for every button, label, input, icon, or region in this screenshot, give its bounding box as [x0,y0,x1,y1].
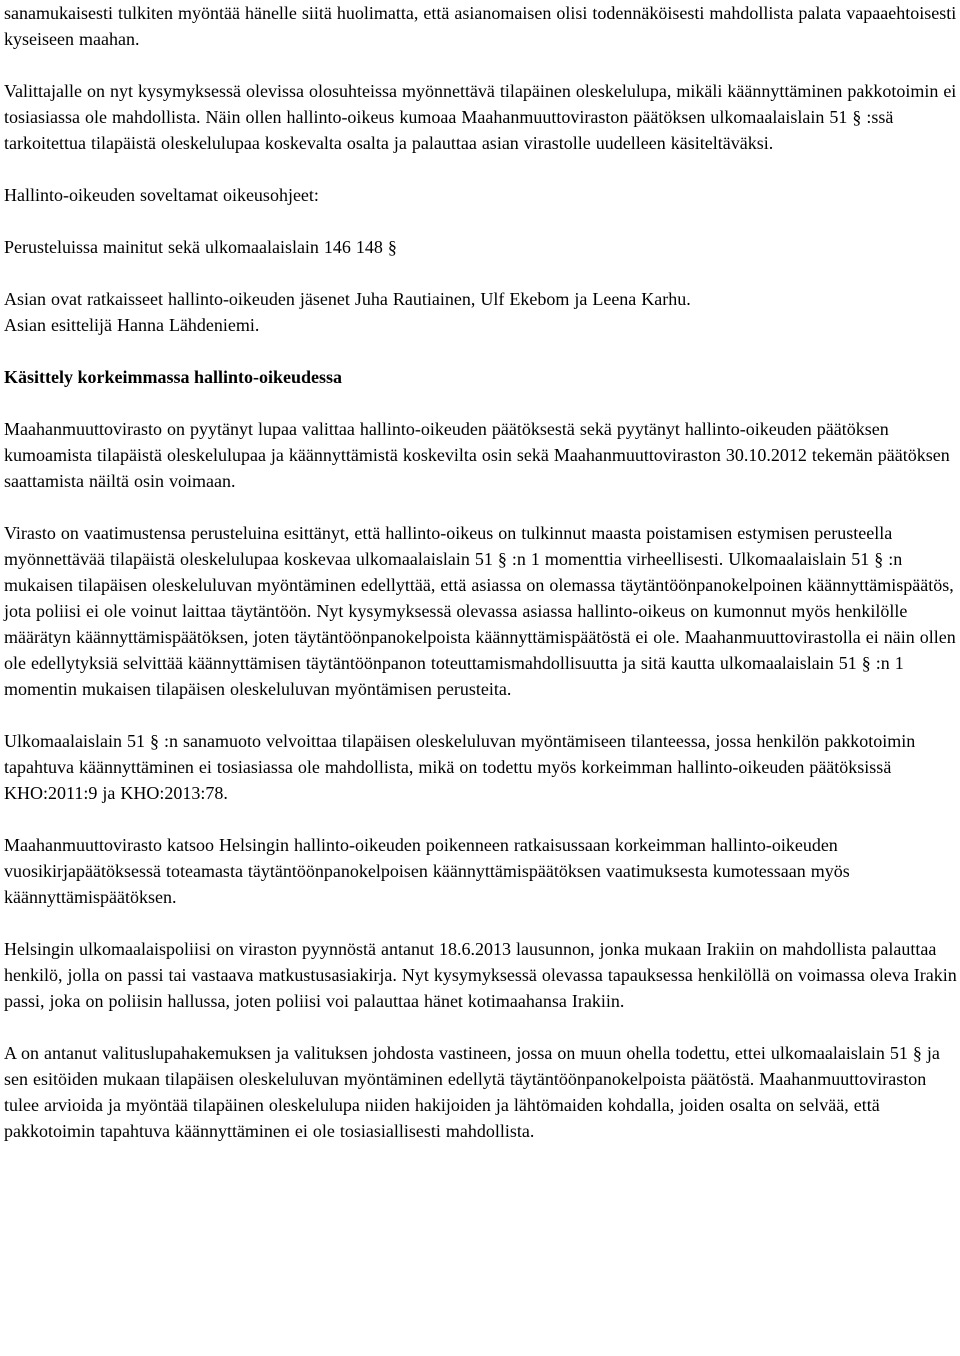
section-heading: Käsittely korkeimmassa hallinto-oikeudessa [4,367,343,387]
paragraph-decision: Valittajalle on nyt kysymyksessä olevissa olosuhteissa myönnettävä tilapäinen oleskelulupa, mikäli käännyttäminen pakkotoimin ei tosiasiassa ole mahdollista. Näin ollen hallinto-oikeus kumoaa Maahanmuuttoviraston päätöksen ulkomaalaislain 51 § :ssä tarkoitettua tilapäistä oleskelulupaa koskevalta osalta ja palauttaa asian virastolle uudelleen käsiteltäväksi. [4,81,957,153]
paragraph-legal-basis: Perusteluissa mainitut sekä ulkomaalaislain 146 148 § [4,237,397,257]
body-paragraph-2: Virasto on vaatimustensa perusteluina esittänyt, että hallinto-oikeus on tulkinnut maasta poistamisen estymisen perusteella myönnettävää tilapäistä oleskelulupaa koskevaa ulkomaalaislain 51 § :n 1 momenttia virheellisesti. Ulkomaalaislain 51 § :n mukaisen tilapäisen oleskeluluvan myöntäminen edellyttää, että asiassa on olemassa täytäntöönpanokelpoinen käännyttämispäätös, jota poliisi ei ole voinut laittaa täytäntöön. Nyt kysymyksessä olevassa asiassa hallinto-oikeus on kumonnut myös henkilölle määrätyn käännyttämispäätöksen, joten täytäntöönpanokelpoista käännyttämispäätöstä ei ole. Maahanmuuttovirastolla ei näin ollen ole edellytyksiä selvittää käännyttämisen täytäntöönpanon toteuttamismahdollisuutta ja sitä kautta ulkomaalaislain 51 § :n 1 momentin mukaisen tilapäisen oleskeluluvan myöntämisen perusteita. [4,523,956,699]
paragraph-judges: Asian ovat ratkaisseet hallinto-oikeuden jäsenet Juha Rautiainen, Ulf Ekebom ja Leena Karhu. [4,289,691,309]
body-paragraph-5: Helsingin ulkomaalaispoliisi on viraston pyynnöstä antanut 18.6.2013 lausunnon, jonka mukaan Irakiin on mahdollista palauttaa henkilö, jolla on passi tai vastaava matkustusasiakirja. Nyt kysymyksessä olevassa tapauksessa henkilöllä on voimassa oleva Irakin passi, joka on poliisin hallussa, joten poliisi voi palauttaa hänet kotimaahansa Irakiin. [4,939,957,1011]
paragraph-intro: sanamukaisesti tulkiten myöntää hänelle siitä huolimatta, että asianomaisen olisi todennäköisesti mahdollista palata vapaaehtoisesti kyseiseen maahan. [4,3,957,49]
body-paragraph-3: Ulkomaalaislain 51 § :n sanamuoto velvoittaa tilapäisen oleskeluluvan myöntämiseen tilanteessa, jossa henkilön pakkotoimin tapahtuva käännyttäminen ei tosiasiassa ole mahdollista, mikä on todettu myös korkeimman hallinto-oikeuden päätöksissä KHO:2011:9 ja KHO:2013:78. [4,731,916,803]
body-paragraph-6: A on antanut valituslupahakemuksen ja valituksen johdosta vastineen, jossa on muun ohella todettu, ettei ulkomaalaislain 51 § ja sen esitöiden mukaan tilapäisen oleskeluluvan myöntäminen edellytä täytäntöönpanokelpoista päätöstä. Maahanmuuttoviraston tulee arvioida ja myöntää tilapäinen oleskelulupa niiden hakijoiden ja lähtömaiden kohdalla, joiden osalta on selvää, että pakkotoimin tapahtuva käännyttäminen ei ole tosiasiallisesti mahdollista. [4,1043,940,1141]
body-paragraph-1: Maahanmuuttovirasto on pyytänyt lupaa valittaa hallinto-oikeuden päätöksestä sekä pyytänyt hallinto-oikeuden päätöksen kumoamista tilapäistä oleskelulupaa ja käännyttämistä koskevilta osin sekä Maahanmuuttoviraston 30.10.2012 tekemän päätöksen saattamista näiltä osin voimaan. [4,419,950,491]
body-paragraph-4: Maahanmuuttovirasto katsoo Helsingin hallinto-oikeuden poikenneen ratkaisussaan korkeimman hallinto-oikeuden vuosikirjapäätöksessä toteamasta täytäntöönpanokelpoisen käännyttämispäätöksen vaatimuksesta kumotessaan myös käännyttämispäätöksen. [4,835,850,907]
paragraph-rapporteur: Asian esittelijä Hanna Lähdeniemi. [4,315,260,335]
paragraph-legal-basis-label: Hallinto-oikeuden soveltamat oikeusohjeet: [4,185,319,205]
document-page [4,0,958,1170]
